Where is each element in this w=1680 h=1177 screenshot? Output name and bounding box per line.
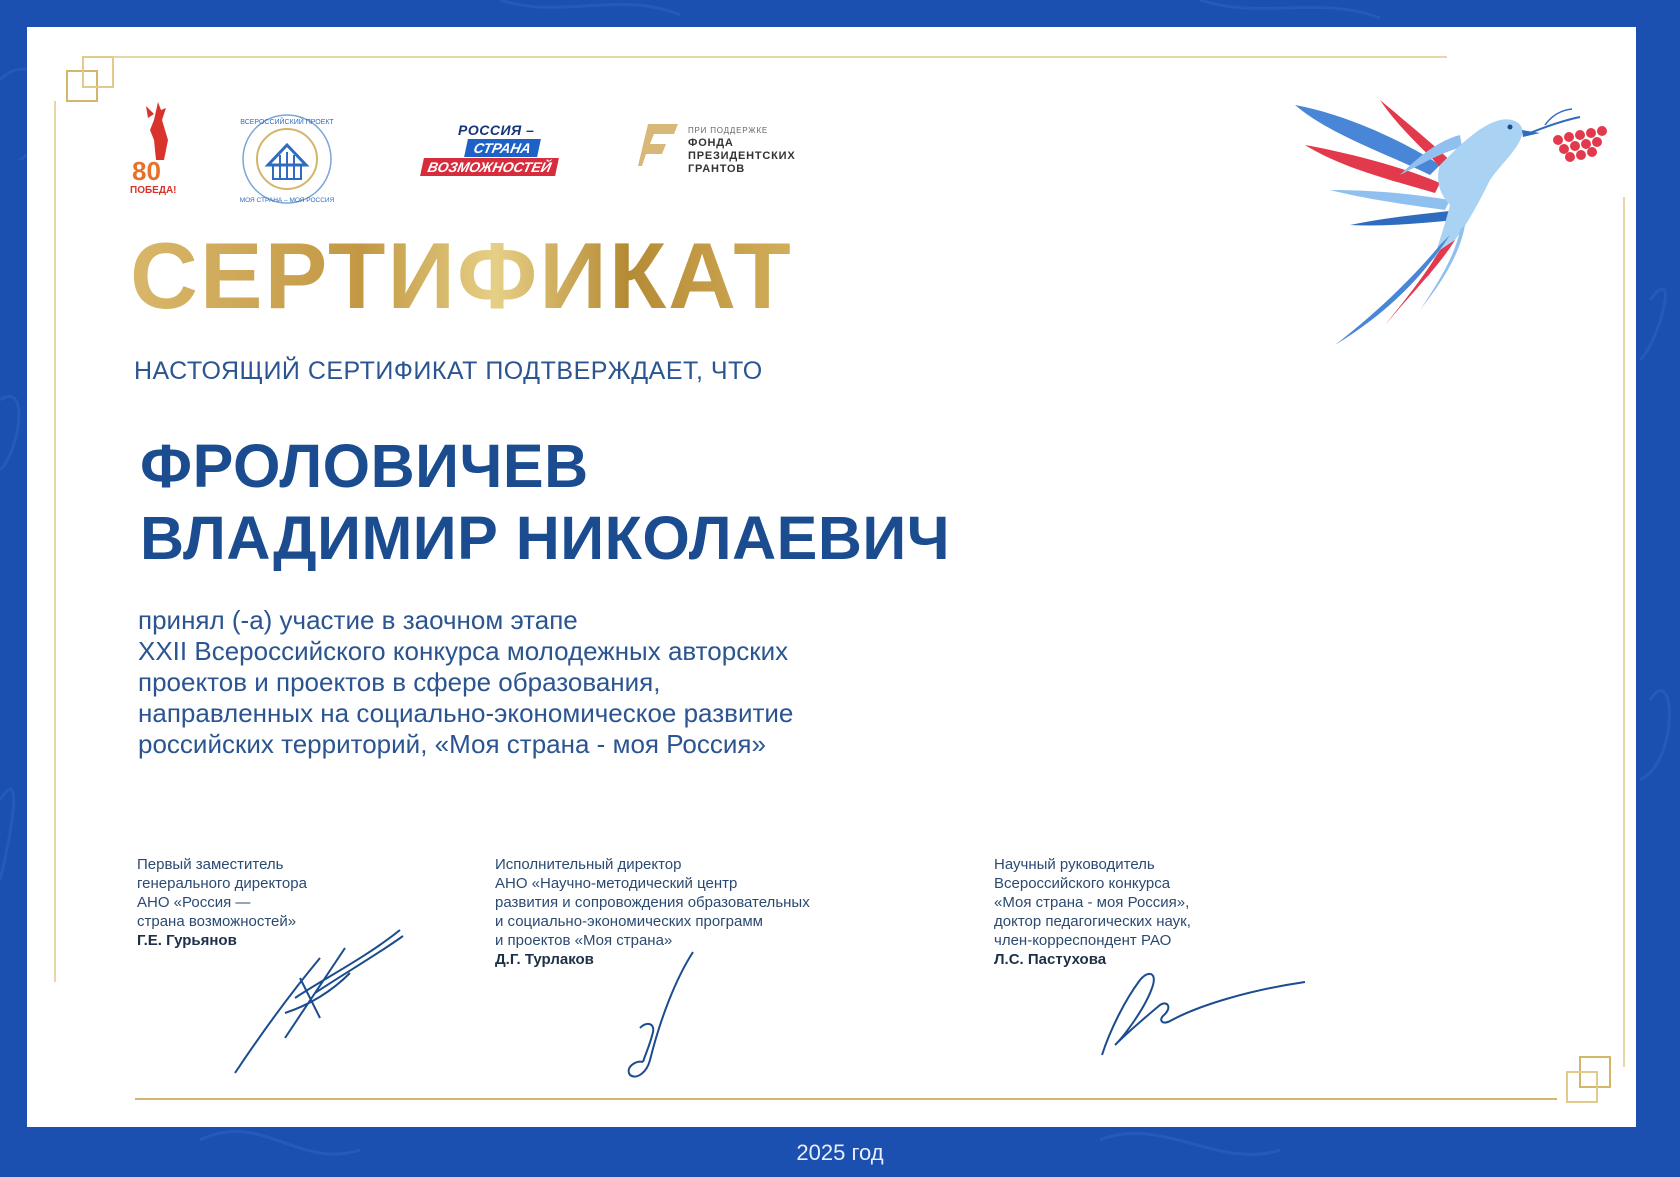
partner-logos: [128, 72, 828, 204]
signature-2-icon: [615, 950, 705, 1085]
footer-year: 2025 год: [796, 1140, 884, 1165]
signatory-title-line: доктор педагогических наук,: [994, 913, 1191, 930]
bird-rowan-icon: [1290, 95, 1615, 355]
signatory-title-line: Научный руководитель: [994, 856, 1155, 873]
signatory-3: [994, 855, 1191, 969]
recipient-given-names: ВЛАДИМИР НИКОЛАЕВИЧ: [140, 504, 951, 572]
russia-logo-line2: СТРАНА: [464, 139, 541, 157]
certificate-title: СЕРТИФИКАТ: [130, 223, 793, 328]
description-line: российских территорий, «Моя страна - моя Россия»: [138, 729, 766, 759]
russia-logo-line3: ВОЗМОЖНОСТЕЙ: [420, 158, 559, 176]
signatory-title-line: генерального директора: [137, 875, 307, 892]
signatory-name: Г.Е. Гурьянов: [137, 932, 237, 949]
signatory-title-line: страна возможностей»: [137, 913, 297, 930]
description-line: проектов и проектов в сфере образования,: [138, 667, 661, 697]
signatory-title-line: Исполнительный директор: [495, 856, 682, 873]
project-emblem-icon: [238, 110, 336, 208]
russia-logo-line1: РОССИЯ –: [458, 122, 535, 138]
signatory-title-line: и проектов «Моя страна»: [495, 932, 673, 949]
certificate-subtitle: НАСТОЯЩИЙ СЕРТИФИКАТ ПОДТВЕРЖДАЕТ, ЧТО: [134, 357, 763, 385]
signatory-title-line: АНО «Научно-методический центр: [495, 875, 738, 892]
svg-text:ПОБЕДА!: ПОБЕДА!: [130, 185, 177, 195]
signature-1-icon: [225, 918, 415, 1078]
recipient-name: [140, 430, 950, 574]
signatory-title-line: и социально-экономических программ: [495, 913, 763, 930]
presidential-grants-logo: [638, 124, 838, 184]
description-line: направленных на социально-экономическое развитие: [138, 698, 794, 728]
grants-line2: ПРЕЗИДЕНТСКИХ: [688, 150, 796, 162]
grants-icon: [638, 124, 678, 166]
certificate-description: [138, 605, 793, 760]
svg-text:ВСЕРОССИЙСКИЙ ПРОЕКТ: ВСЕРОССИЙСКИЙ ПРОЕКТ: [240, 119, 334, 126]
grants-small-text: ПРИ ПОДДЕРЖКЕ: [688, 126, 769, 135]
signatory-title-line: Первый заместитель: [137, 856, 284, 873]
description-line: принял (-а) участие в заочном этапе: [138, 605, 578, 635]
signatory-title-line: «Моя страна - моя Россия»,: [994, 894, 1190, 911]
svg-text:80: 80: [132, 156, 161, 186]
signatory-title-line: развития и сопровождения образовательных: [495, 894, 810, 911]
signatory-title-line: АНО «Россия —: [137, 894, 251, 911]
russia-opportunities-logo: [420, 122, 580, 184]
signatory-title-line: Всероссийского конкурса: [994, 875, 1171, 892]
recipient-surname: ФРОЛОВИЧЕВ: [140, 432, 589, 500]
grants-line3: ГРАНТОВ: [688, 163, 746, 175]
signature-3-icon: [1100, 960, 1310, 1065]
signatory-title-line: член-корреспондент РАО: [994, 932, 1172, 949]
signatory-name: Д.Г. Турлаков: [495, 951, 594, 968]
victory-80-icon: [128, 100, 188, 195]
svg-text:МОЯ СТРАНА – МОЯ РОССИЯ: МОЯ СТРАНА – МОЯ РОССИЯ: [239, 197, 335, 204]
grants-line1: ФОНДА: [688, 137, 734, 149]
signatory-name: Л.С. Пастухова: [994, 951, 1107, 968]
description-line: XXII Всероссийского конкурса молодежных авторских: [138, 636, 789, 666]
